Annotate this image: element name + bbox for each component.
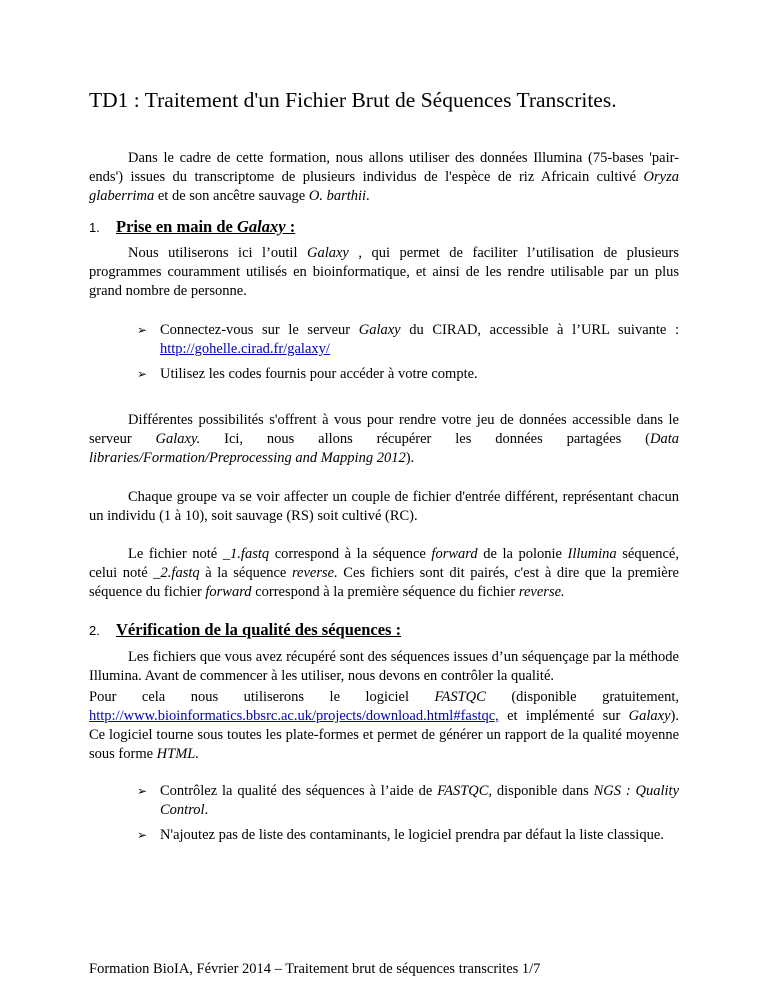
text-run: Différentes possibilités s'offrent à vous pour rendre votre jeu de données accessible dans le serveur bbox=[89, 412, 679, 447]
text-run: correspond à la première séquence du fichier bbox=[251, 584, 519, 600]
section-1-paragraph-4 bbox=[89, 545, 679, 602]
text-run: Pour cela nous utiliserons le logiciel bbox=[89, 689, 435, 705]
fastqc-url-link[interactable]: http://www.bioinformatics.bbsrc.ac.uk/projects/download.html#fastqc, bbox=[89, 708, 499, 724]
section-2-paragraph-2 bbox=[89, 688, 679, 764]
text-run: à la séquence bbox=[199, 565, 292, 581]
text-run: ). bbox=[405, 450, 415, 466]
italic-run: _2.fastq bbox=[153, 565, 200, 581]
section-number: 2. bbox=[89, 623, 100, 638]
text-run: . bbox=[366, 188, 370, 204]
text-run: Nous utiliserons ici l’outil bbox=[128, 245, 307, 261]
text-run: , qui permet de faciliter l’utilisation de plusieurs programmes couramment utilisés en bioinformatique, et ainsi de les rendre utilisable par un plus grand nombre de personne. bbox=[89, 245, 680, 299]
text-run: de la polonie bbox=[477, 546, 568, 562]
galaxy-url-link[interactable]: http://gohelle.cirad.fr/galaxy/ bbox=[160, 341, 330, 357]
section-1-paragraph-1 bbox=[89, 244, 679, 301]
list-item bbox=[128, 782, 679, 820]
arrow-bullet-icon: ➢ bbox=[137, 828, 148, 842]
italic-run: HTML. bbox=[156, 746, 199, 762]
text-run: Ici, nous allons récupérer les données partagées ( bbox=[200, 431, 651, 447]
text-run: Prise en main de bbox=[116, 217, 237, 236]
text-run: , disponible dans bbox=[488, 783, 594, 799]
arrow-bullet-icon: ➢ bbox=[137, 784, 148, 798]
italic-run: FASTQC bbox=[437, 783, 489, 799]
text-run: . bbox=[204, 802, 209, 818]
italic-run: Galaxy bbox=[237, 217, 286, 236]
text-run: séquencé, celui noté bbox=[89, 546, 679, 581]
italic-run: _1.fastq bbox=[222, 546, 270, 562]
italic-run: reverse. bbox=[518, 584, 565, 600]
text-run: et de son ancêtre sauvage bbox=[154, 188, 309, 204]
list-item-text: N'ajoutez pas de liste des contaminants, le logiciel prendra par défaut la liste classique. bbox=[160, 827, 664, 843]
italic-run: Illumina bbox=[567, 546, 617, 562]
text-run: Connectez-vous sur le serveur bbox=[160, 322, 359, 338]
list-item bbox=[128, 826, 679, 845]
italic-run: Oryza glaberrima bbox=[89, 169, 679, 204]
italic-run: reverse. bbox=[291, 565, 338, 581]
italic-run: Galaxy. bbox=[155, 431, 201, 447]
section-1-heading bbox=[89, 217, 295, 241]
page-title: TD1 : Traitement d'un Fichier Brut de Séquences Transcrites. bbox=[89, 88, 617, 112]
list-item bbox=[128, 321, 679, 359]
italic-run: Data libraries/Formation/Preprocessing and Mapping 2012 bbox=[89, 431, 680, 466]
text-run: : bbox=[285, 217, 296, 236]
text-run: (disponible gratuitement, bbox=[485, 689, 679, 705]
italic-run: Galaxy bbox=[628, 708, 671, 724]
text-run: correspond à la séquence bbox=[269, 546, 432, 562]
italic-run: FASTQC bbox=[434, 689, 486, 705]
italic-run: O. barthii bbox=[308, 188, 367, 204]
section-1-paragraph-3: Chaque groupe va se voir affecter un couple de fichier d'entrée différent, représentant chacun un individu (1 à 10), soit sauvage (RS) soit cultivé (RC). bbox=[89, 489, 679, 524]
page-footer: Formation BioIA, Février 2014 – Traitement brut de séquences transcrites 1/7 bbox=[89, 961, 541, 977]
text-run: Dans le cadre de cette formation, nous allons utiliser des données Illumina (75-bases 'pair-ends') issues du transcriptome de plusieurs individus de l'espèce de riz Africain cultivé bbox=[89, 150, 679, 185]
section-number: 1. bbox=[89, 220, 100, 235]
arrow-bullet-icon: ➢ bbox=[137, 323, 148, 337]
list-item-text bbox=[160, 321, 679, 359]
italic-run: NGS : Quality Control bbox=[160, 783, 680, 818]
list-item-text bbox=[160, 782, 679, 820]
text-run: Ces fichiers sont dit pairés, c'est à dire que la première séquence du fichier bbox=[89, 565, 679, 600]
list-item-text: Utilisez les codes fournis pour accéder à votre compte. bbox=[160, 366, 478, 382]
section-title: Vérification de la qualité des séquences : bbox=[116, 620, 402, 639]
section-2-heading bbox=[89, 620, 401, 644]
section-1-paragraph-2 bbox=[89, 411, 679, 468]
text-run: ). Ce logiciel tourne sous toutes les plate-formes et permet de générer un rapport de la qualité moyenne sous forme bbox=[89, 708, 679, 762]
italic-run: Galaxy bbox=[307, 245, 349, 261]
section-2-paragraph-1: Les fichiers que vous avez récupéré sont des séquences issues d’un séquençage par la méthode Illumina. Avant de commencer à les utiliser, nous devons en contrôler la qualité. bbox=[89, 649, 679, 684]
text-run: Le fichier noté bbox=[128, 546, 223, 562]
text-run: du CIRAD, accessible à l’URL suivante : bbox=[400, 322, 679, 338]
arrow-bullet-icon: ➢ bbox=[137, 367, 148, 381]
italic-run: forward bbox=[431, 546, 478, 562]
text-run: Contrôlez la qualité des séquences à l’aide de bbox=[160, 783, 438, 799]
intro-paragraph bbox=[89, 149, 679, 206]
list-item bbox=[128, 365, 679, 384]
text-run: et implémenté sur bbox=[498, 708, 629, 724]
section-title bbox=[116, 217, 295, 237]
italic-run: Galaxy bbox=[358, 322, 401, 338]
italic-run: forward bbox=[205, 584, 252, 600]
